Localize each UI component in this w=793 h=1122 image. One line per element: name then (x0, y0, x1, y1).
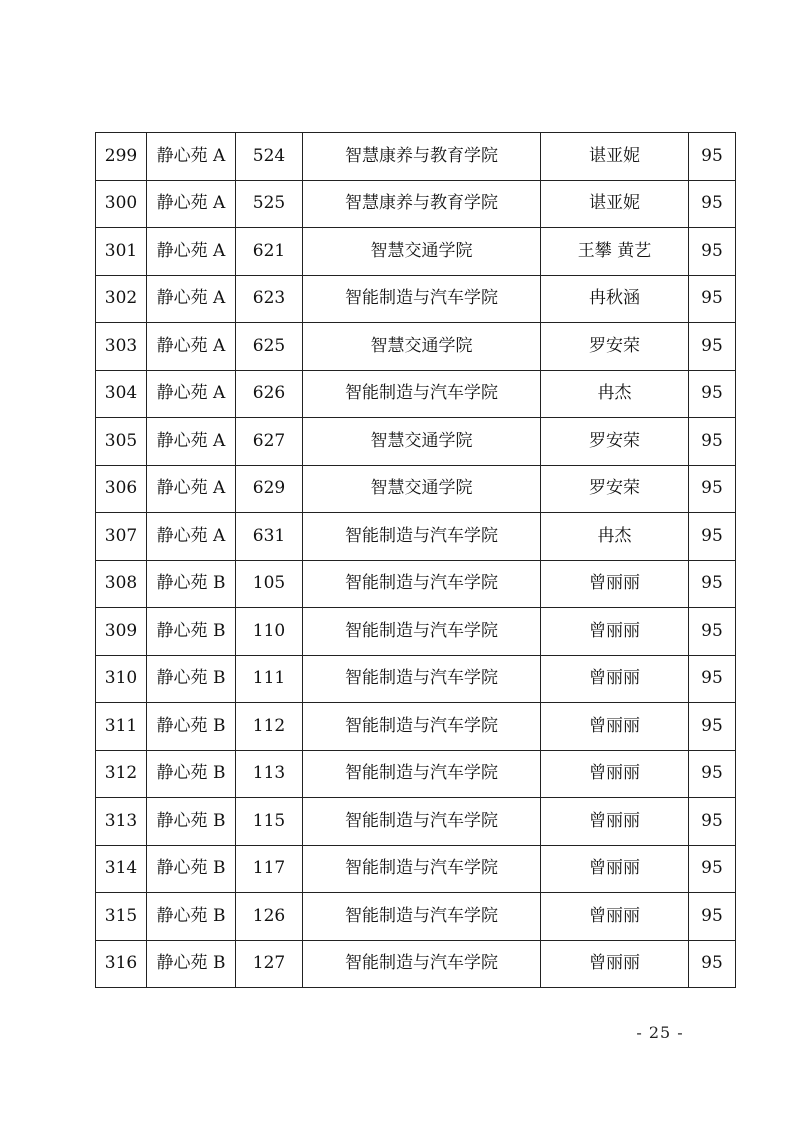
serial-number-cell: 307 (96, 513, 147, 561)
table-row (96, 940, 736, 988)
building-cell: 静心苑 A (147, 275, 236, 323)
responsible-person-cell: 曾丽丽 (541, 940, 689, 988)
responsible-person-cell: 曾丽丽 (541, 608, 689, 656)
table-row (96, 465, 736, 513)
serial-number-cell: 303 (96, 323, 147, 371)
serial-number-cell: 310 (96, 655, 147, 703)
serial-number-cell: 305 (96, 418, 147, 466)
serial-number-cell: 312 (96, 750, 147, 798)
room-number-cell: 105 (236, 560, 303, 608)
room-number-cell: 631 (236, 513, 303, 561)
responsible-person-cell: 王攀 黄艺 (541, 228, 689, 276)
college-cell: 智能制造与汽车学院 (303, 798, 541, 846)
room-number-cell: 627 (236, 418, 303, 466)
building-cell: 静心苑 B (147, 845, 236, 893)
room-number-cell: 110 (236, 608, 303, 656)
building-cell: 静心苑 A (147, 370, 236, 418)
score-cell: 95 (689, 180, 736, 228)
room-number-cell: 525 (236, 180, 303, 228)
building-cell: 静心苑 B (147, 560, 236, 608)
serial-number-cell: 302 (96, 275, 147, 323)
building-cell: 静心苑 B (147, 893, 236, 941)
responsible-person-cell: 冉杰 (541, 513, 689, 561)
score-cell: 95 (689, 228, 736, 276)
college-cell: 智慧交通学院 (303, 323, 541, 371)
score-cell: 95 (689, 275, 736, 323)
score-cell: 95 (689, 940, 736, 988)
responsible-person-cell: 谌亚妮 (541, 133, 689, 181)
serial-number-cell: 308 (96, 560, 147, 608)
responsible-person-cell: 曾丽丽 (541, 750, 689, 798)
room-number-cell: 112 (236, 703, 303, 751)
table-row (96, 798, 736, 846)
serial-number-cell: 313 (96, 798, 147, 846)
responsible-person-cell: 曾丽丽 (541, 893, 689, 941)
responsible-person-cell: 曾丽丽 (541, 845, 689, 893)
score-cell: 95 (689, 703, 736, 751)
dormitory-score-table (95, 132, 736, 988)
college-cell: 智慧交通学院 (303, 418, 541, 466)
room-number-cell: 629 (236, 465, 303, 513)
building-cell: 静心苑 B (147, 703, 236, 751)
building-cell: 静心苑 A (147, 513, 236, 561)
table-row (96, 228, 736, 276)
college-cell: 智慧交通学院 (303, 228, 541, 276)
score-cell: 95 (689, 370, 736, 418)
college-cell: 智慧康养与教育学院 (303, 133, 541, 181)
room-number-cell: 625 (236, 323, 303, 371)
score-cell: 95 (689, 845, 736, 893)
score-cell: 95 (689, 513, 736, 561)
building-cell: 静心苑 A (147, 180, 236, 228)
responsible-person-cell: 曾丽丽 (541, 655, 689, 703)
building-cell: 静心苑 A (147, 418, 236, 466)
table-row (96, 275, 736, 323)
page-number: - 25 - (636, 1023, 684, 1042)
table-row (96, 608, 736, 656)
score-cell: 95 (689, 655, 736, 703)
responsible-person-cell: 冉杰 (541, 370, 689, 418)
room-number-cell: 626 (236, 370, 303, 418)
building-cell: 静心苑 B (147, 608, 236, 656)
room-number-cell: 113 (236, 750, 303, 798)
serial-number-cell: 315 (96, 893, 147, 941)
room-number-cell: 621 (236, 228, 303, 276)
responsible-person-cell: 罗安荣 (541, 323, 689, 371)
table-row (96, 893, 736, 941)
serial-number-cell: 300 (96, 180, 147, 228)
serial-number-cell: 316 (96, 940, 147, 988)
score-cell: 95 (689, 323, 736, 371)
table-row (96, 655, 736, 703)
responsible-person-cell: 谌亚妮 (541, 180, 689, 228)
building-cell: 静心苑 A (147, 228, 236, 276)
college-cell: 智能制造与汽车学院 (303, 845, 541, 893)
score-cell: 95 (689, 798, 736, 846)
college-cell: 智慧交通学院 (303, 465, 541, 513)
room-number-cell: 111 (236, 655, 303, 703)
room-number-cell: 623 (236, 275, 303, 323)
table-row (96, 845, 736, 893)
responsible-person-cell: 罗安荣 (541, 418, 689, 466)
serial-number-cell: 311 (96, 703, 147, 751)
building-cell: 静心苑 B (147, 798, 236, 846)
score-cell: 95 (689, 560, 736, 608)
responsible-person-cell: 曾丽丽 (541, 798, 689, 846)
table-row (96, 418, 736, 466)
college-cell: 智能制造与汽车学院 (303, 275, 541, 323)
building-cell: 静心苑 B (147, 655, 236, 703)
table-body (96, 133, 736, 988)
building-cell: 静心苑 A (147, 133, 236, 181)
college-cell: 智慧康养与教育学院 (303, 180, 541, 228)
responsible-person-cell: 罗安荣 (541, 465, 689, 513)
responsible-person-cell: 冉秋涵 (541, 275, 689, 323)
score-cell: 95 (689, 893, 736, 941)
score-cell: 95 (689, 133, 736, 181)
building-cell: 静心苑 A (147, 465, 236, 513)
building-cell: 静心苑 B (147, 940, 236, 988)
serial-number-cell: 304 (96, 370, 147, 418)
score-cell: 95 (689, 750, 736, 798)
table-row (96, 370, 736, 418)
table-row (96, 750, 736, 798)
college-cell: 智能制造与汽车学院 (303, 893, 541, 941)
college-cell: 智能制造与汽车学院 (303, 750, 541, 798)
serial-number-cell: 299 (96, 133, 147, 181)
college-cell: 智能制造与汽车学院 (303, 560, 541, 608)
responsible-person-cell: 曾丽丽 (541, 703, 689, 751)
college-cell: 智能制造与汽车学院 (303, 655, 541, 703)
room-number-cell: 127 (236, 940, 303, 988)
college-cell: 智能制造与汽车学院 (303, 513, 541, 561)
score-cell: 95 (689, 465, 736, 513)
serial-number-cell: 306 (96, 465, 147, 513)
room-number-cell: 126 (236, 893, 303, 941)
score-cell: 95 (689, 418, 736, 466)
table-row (96, 323, 736, 371)
serial-number-cell: 301 (96, 228, 147, 276)
serial-number-cell: 309 (96, 608, 147, 656)
responsible-person-cell: 曾丽丽 (541, 560, 689, 608)
college-cell: 智能制造与汽车学院 (303, 703, 541, 751)
college-cell: 智能制造与汽车学院 (303, 370, 541, 418)
building-cell: 静心苑 B (147, 750, 236, 798)
room-number-cell: 117 (236, 845, 303, 893)
room-number-cell: 115 (236, 798, 303, 846)
table-row (96, 703, 736, 751)
serial-number-cell: 314 (96, 845, 147, 893)
table-row (96, 560, 736, 608)
room-number-cell: 524 (236, 133, 303, 181)
college-cell: 智能制造与汽车学院 (303, 608, 541, 656)
table-row (96, 133, 736, 181)
score-cell: 95 (689, 608, 736, 656)
table-row (96, 513, 736, 561)
building-cell: 静心苑 A (147, 323, 236, 371)
table-row (96, 180, 736, 228)
college-cell: 智能制造与汽车学院 (303, 940, 541, 988)
